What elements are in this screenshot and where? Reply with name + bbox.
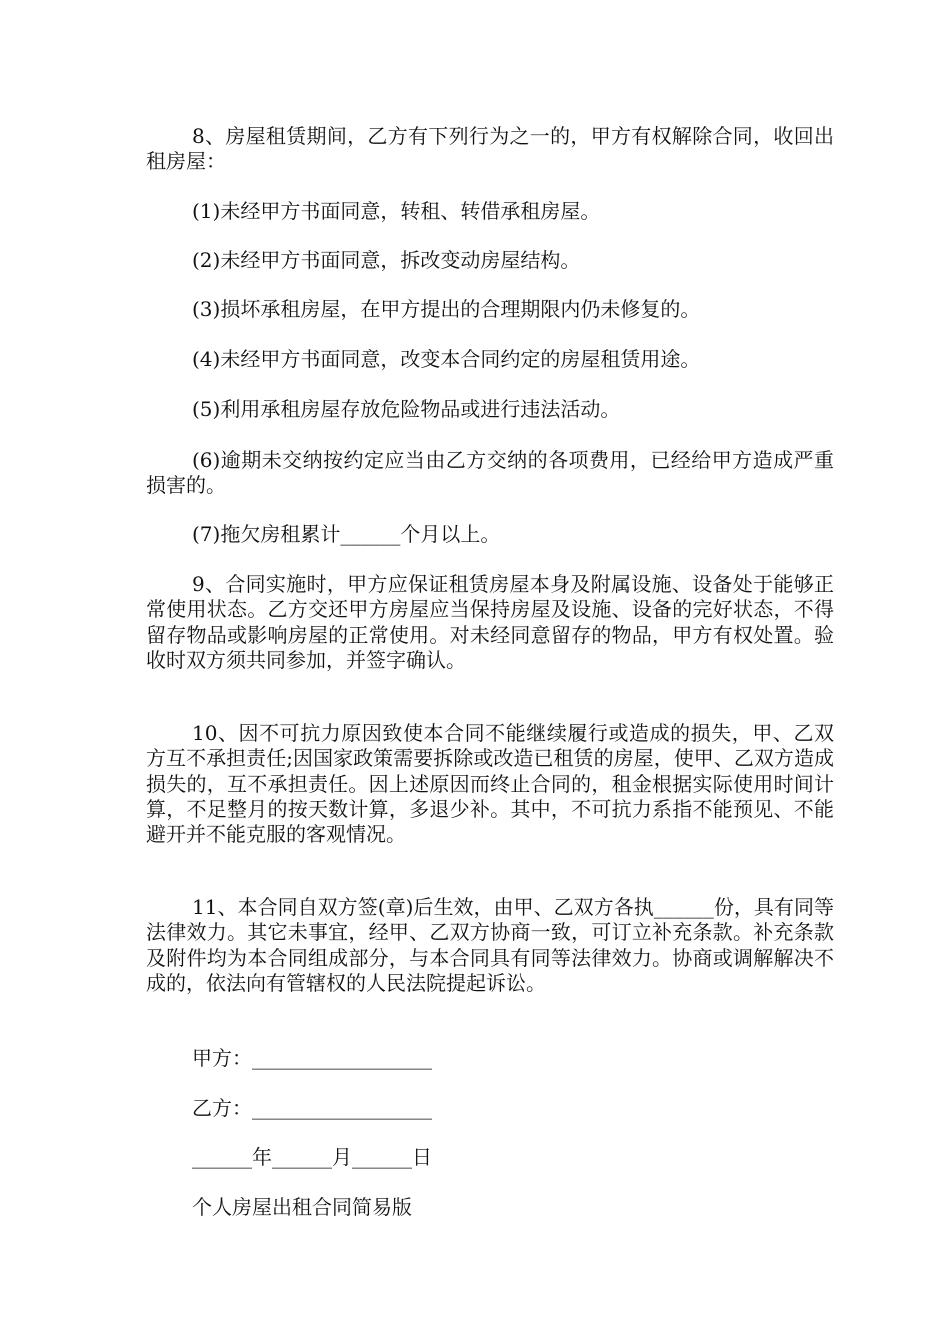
clause-8-item-3: (3)损坏承租房屋，在甲方提出的合理期限内仍未修复的。 bbox=[192, 297, 701, 321]
clause-8-item-2: (2)未经甲方书面同意，拆改变动房屋结构。 bbox=[192, 248, 581, 272]
clause-8-item-1: (1)未经甲方书面同意，转租、转借承租房屋。 bbox=[192, 199, 601, 223]
clause-8-item-4: (4)未经甲方书面同意，改变本合同约定的房屋租赁用途。 bbox=[192, 347, 701, 371]
clause-11: 11、本合同自双方签(章)后生效，由甲、乙双方各执______份，具有同等法律效力。其它未事宜，经甲、乙双方协商一致，可订立补充条款。补充条款及附件均为本合同组成部分，与本合同具有同等法律效力。协商或调解解决不成的，依法向有管辖权的人民法院提起诉讼。 bbox=[146, 895, 834, 995]
clause-8-item-5: (5)利用承租房屋存放危险物品或进行违法活动。 bbox=[192, 397, 621, 421]
clause-8-item-6: (6)逾期未交纳按约定应当由乙方交纳的各项费用，已经给甲方造成严重损害的。 bbox=[146, 448, 834, 498]
party-a-signature-line: 甲方：__________________ bbox=[192, 1046, 432, 1070]
clause-10: 10、因不可抗力原因致使本合同不能继续履行或造成的损失，甲、乙双方互不承担责任;因国家政策需要拆除或改造已租赁的房屋，使甲、乙双方造成损失的，互不承担责任。因上述原因而终止合同的，租金根据实际使用时间计算，不足整月的按天数计算，多退少补。其中，不可抗力系指不能预见、不能避开并不能克服的客观情况。 bbox=[146, 721, 834, 847]
date-line: ______年______月______日 bbox=[192, 1145, 432, 1169]
next-document-title: 个人房屋出租合同简易版 bbox=[192, 1195, 412, 1219]
clause-8-intro: 8、房屋租赁期间，乙方有下列行为之一的，甲方有权解除合同，收回出租房屋： bbox=[146, 124, 834, 174]
clause-8-item-7: (7)拖欠房租累计______个月以上。 bbox=[192, 522, 501, 546]
party-b-signature-line: 乙方：__________________ bbox=[192, 1096, 432, 1120]
clause-9: 9、合同实施时，甲方应保证租赁房屋本身及附属设施、设备处于能够正常使用状态。乙方交还甲方房屋应当保持房屋及设施、设备的完好状态，不得留存物品或影响房屋的正常使用。对未经同意留存的物品，甲方有权处置。验收时双方须共同参加，并签字确认。 bbox=[146, 572, 834, 672]
